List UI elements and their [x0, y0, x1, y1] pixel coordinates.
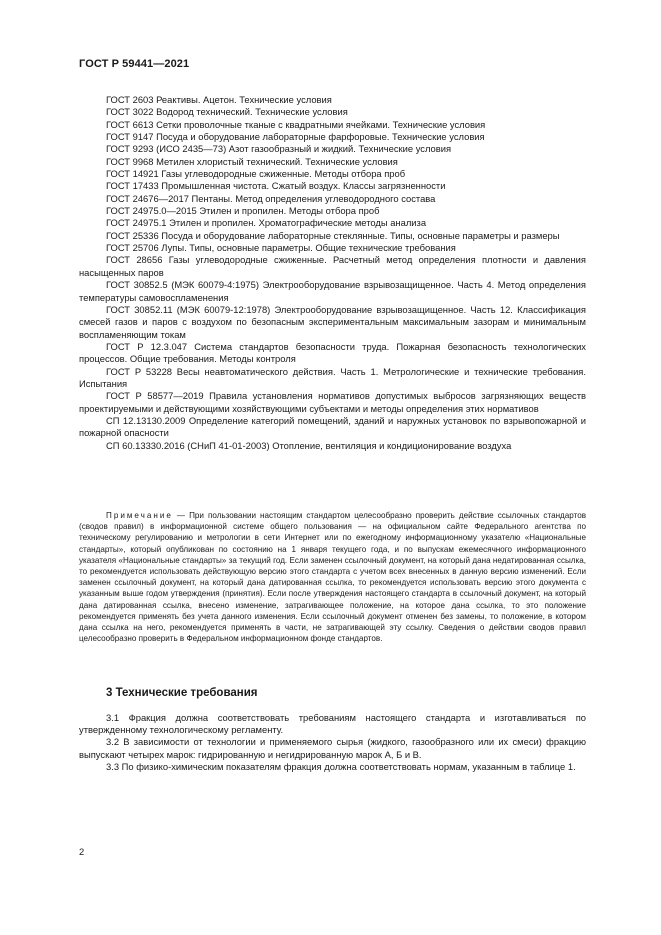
- note-label: Примечание: [106, 511, 173, 520]
- section-title: 3 Технические требования: [106, 687, 258, 699]
- reference-item: ГОСТ 25336 Посуда и оборудование лабораторные стеклянные. Типы, основные параметры и размеры: [106, 229, 560, 241]
- reference-item: ГОСТ 30852.5 (МЭК 60079-4:1975) Электрооборудование взрывозащищенное. Часть 4. Метод определения температуры самовоспламенения: [79, 279, 586, 303]
- reference-item: ГОСТ 9968 Метилен хлористый технический. Технические условия: [106, 155, 398, 167]
- reference-item: СП 12.13130.2009 Определение категорий помещений, зданий и наружных установок по взрывопожарной и пожарной опасности: [79, 414, 586, 439]
- reference-item: ГОСТ 2603 Реактивы. Ацетон. Технические условия: [106, 94, 332, 105]
- reference-item: ГОСТ Р 58577—2019 Правила установления нормативов допустимых выбросов загрязняющих веществ проектируемыми и действующими хозяйствующими субъектами и методы определения этих нормативов: [79, 390, 586, 414]
- reference-item: ГОСТ 24975.0—2015 Этилен и пропилен. Методы отбора проб: [106, 205, 380, 217]
- note-text: — При пользовании настоящим стандартом целесообразно проверить действие ссылочных стандартов (сводов правил) в информационной системе общего пользования — на официальном сайте Федерального агентства по техническому регулированию и метрологии в сети Интернет или по ежегодному информационному указателю «Национальные стандарты», который опубликован по состоянию на 1 января текущего года, и по выпускам ежемесячного информационного указателя «Национальные стандарты» за текущий год. Если заменен ссылочный документ, на который дана недатированная ссылка, то рекомендуется использовать действующую версию этого стандарта с учетом всех внесенных в данную версию изменений. Если заменен ссылочный документ, на который дана датированная ссылка, то рекомендуется использовать версию этого документа с указанным выше годом утверждения (принятия). Если после утверждения настоящего стандарта в ссылочный документ, на который дана датированная ссылка, внесено изменение, затрагивающее положение, на которое дана ссылка, то это положение рекомендуется применять без учета данного изменения. Если ссылочный документ отменен без замены, то положение, в котором дана ссылка на него, рекомендуется применять в части, не затрагивающей эту ссылку. Сведения о действии сводов правил целесообразно проверить в Федеральном информационном фонде стандартов.: [79, 511, 586, 644]
- reference-item: ГОСТ 9293 (ИСО 2435—73) Азот газообразный и жидкий. Технические условия: [106, 143, 452, 155]
- reference-item: СП 60.13330.2016 (СНиП 41-01-2003) Отопление, вентиляция и кондиционирование воздуха: [106, 439, 512, 451]
- reference-item: ГОСТ Р 53228 Весы неавтоматического действия. Часть 1. Метрологические и технические требования. Испытания: [79, 365, 586, 389]
- section-paragraph: 3.2 В зависимости от технологии и применяемого сырья (жидкого, газообразного или их смеси) фракцию выпускают четырех марок: гидрированную и негидрированную марок А, Б и В.: [79, 736, 586, 760]
- reference-item: ГОСТ 25706 Лупы. Типы, основные параметры. Общие технические требования: [106, 242, 456, 254]
- note-paragraph: [79, 510, 586, 644]
- section-body: [79, 712, 586, 773]
- reference-item: ГОСТ 14921 Газы углеводородные сжиженные. Методы отбора проб: [106, 168, 406, 180]
- normative-references-list: [79, 94, 586, 452]
- reference-item: ГОСТ 3022 Водород технический. Технические условия: [106, 106, 348, 118]
- reference-item: ГОСТ Р 12.3.047 Система стандартов безопасности труда. Пожарная безопасность технологических процессов. Общие требования. Методы контроля: [79, 340, 586, 365]
- references-note: [79, 510, 586, 644]
- page-number: 2: [79, 846, 85, 857]
- reference-item: ГОСТ 9147 Посуда и оборудование лабораторные фарфоровые. Технические условия: [106, 131, 485, 143]
- section-paragraph: 3.1 Фракция должна соответствовать требованиям настоящего стандарта и изготавливаться по утвержденному технологическому регламенту.: [79, 712, 586, 736]
- section-paragraph: 3.3 По физико-химическим показателям фракция должна соответствовать нормам, указанным в таблице 1.: [106, 760, 576, 772]
- reference-item: ГОСТ 30852.11 (МЭК 60079-12:1978) Электрооборудование взрывозащищенное. Часть 12. Классификация смесей газов и паров с воздухом по безопасным экспериментальным максимальным зазорам и минимальным воспламеняющим токам: [79, 303, 586, 340]
- reference-item: ГОСТ 24975.1 Этилен и пропилен. Хроматографические методы анализа: [106, 217, 427, 229]
- reference-item: ГОСТ 17433 Промышленная чистота. Сжатый воздух. Классы загрязненности: [106, 180, 446, 192]
- reference-item: ГОСТ 24676—2017 Пентаны. Метод определения углеводородного состава: [106, 192, 436, 204]
- reference-item: ГОСТ 6613 Сетки проволочные тканые с квадратными ячейками. Технические условия: [106, 118, 486, 130]
- document-header: ГОСТ Р 59441—2021: [79, 58, 190, 70]
- reference-item: ГОСТ 28656 Газы углеводородные сжиженные. Расчетный метод определения плотности и давления насыщенных паров: [79, 254, 586, 278]
